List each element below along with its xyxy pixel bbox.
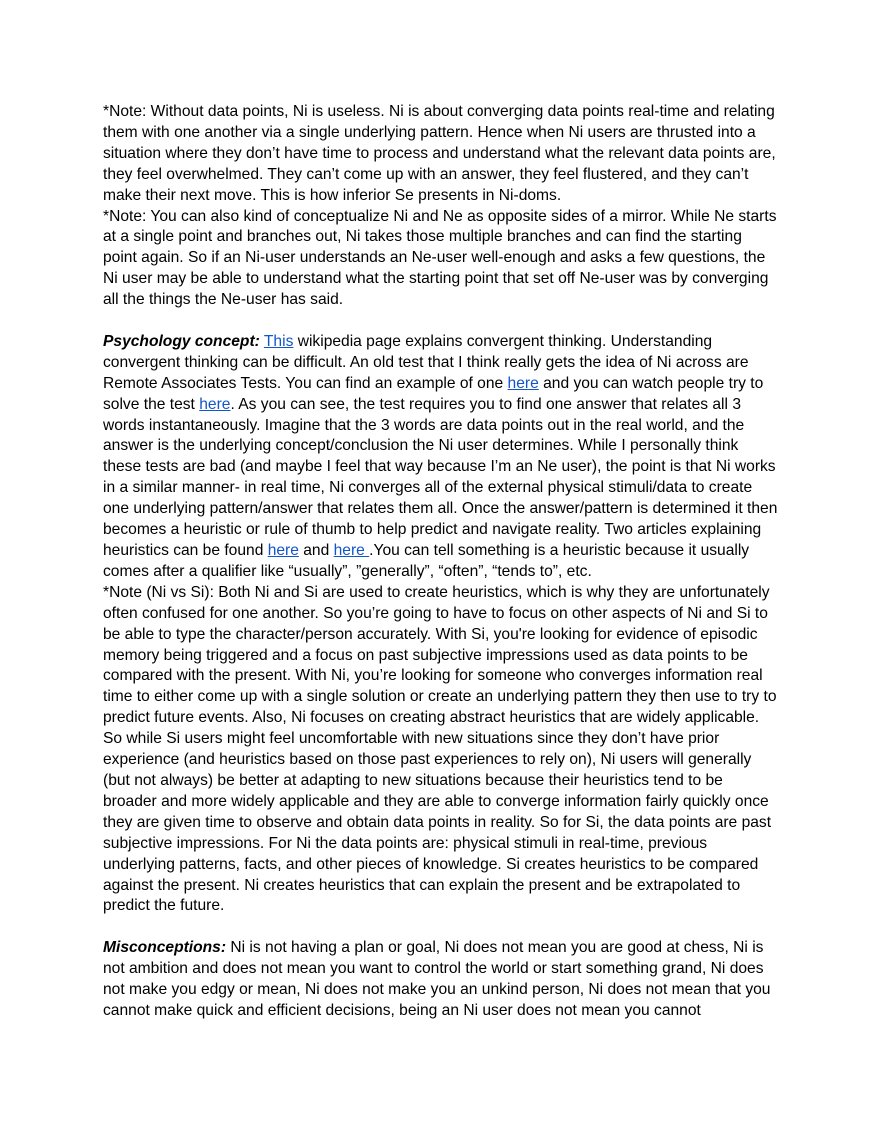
note-mirror: *Note: You can also kind of conceptualize Ni and Ne as opposite sides of a mirror. While Ne starts at a single point and branches out, Ni takes those multiple branches and can find the starting point again. So if an Ni-user understands an Ne-user well-enough and asks a few questions, the Ni user may be able to understand what the starting point that set off Ne-user was by converging all the things the Ne-user has said. — [103, 207, 777, 309]
note-ni-vs-si: *Note (Ni vs Si): Both Ni and Si are used to create heuristics, which is why they are unfortunately often confused for one another. So you’re going to have to focus on other aspects of Ni and Si to be able to type the character/person accurately. With Si, you're looking for evidence of episodic memory being triggered and a focus on past subjective impressions used as data points to be compared with the present. With Ni, you’re looking for someone who converges information real time to either come up with a single solution or create an underlying pattern they then use to try to predict future events. Also, Ni focuses on creating abstract heuristics that are widely applicable. So while Si users might feel uncomfortable with new situations since they don’t have prior experience (and heuristics based on those past experiences to rely on), Ni users will generally (but not always) be better at adapting to new situations because their heuristics tend to be broader and more widely applicable and they are able to converge information fairly quickly once they are given time to observe and obtain data points in reality. So for Si, the data points are past subjective impressions. For Ni the data points are: physical stimuli in real-time, previous underlying patterns, facts, and other pieces of knowledge. Si creates heuristics to be compared against the present. Ni creates heuristics that can explain the present and be extrapolated to predict the future. — [103, 583, 777, 915]
psychology-text-4: and — [298, 542, 334, 560]
psychology-text-5: .You can tell something is a heuristic because it usually comes after a qualifier like “usually”, ”generally”, “often”, “tends to”, etc. — [103, 542, 750, 580]
misconceptions-body: Ni is not having a plan or goal, Ni does not mean you are good at chess, Ni is not ambition and does not mean you want to control the world or start something grand, Ni does not make you edgy or mean, Ni does not make you an unkind person, Ni does not mean that you cannot make quick and efficient decisions, being an Ni user does not mean you cannot — [103, 939, 771, 1019]
psychology-text-1: wikipedia page explains convergent thinking. Understanding convergent thinking can be difficult. An old test that I think really gets the idea of Ni across are Remote Associates Tests. You can find an example of one — [103, 332, 749, 392]
psychology-text-3: . As you can see, the test requires you to find one answer that relates all 3 words instantaneously. Imagine that the 3 words are data points out in the real world, and the answer is the underlying concept/conclusion the Ni user determines. While I personally think these tests are bad (and maybe I feel that way because I’m an Ne user), the point is that Ni works in a similar manner- in real time, Ni converges all of the external physical stimuli/data to create one underlying pattern/answer that relates them all. Once the answer/pattern is determined it then becomes a heuristic or rule of thumb to help predict and navigate reality. Two articles explaining heuristics can be found — [103, 395, 778, 560]
here-link-example[interactable]: here — [507, 374, 539, 392]
note-without-data-points: *Note: Without data points, Ni is useless. Ni is about converging data points real-time and relating them with one another via a single underlying pattern. Hence when Ni users are thrusted into a situation where they don’t have time to process and understand what the relevant data points are, they feel overwhelmed. They can’t come up with an answer, they feel flustered, and they can’t make their next move. This is how inferior Se presents in Ni-doms. — [103, 103, 776, 204]
paragraph-gap — [103, 311, 779, 332]
psychology-text-2: and you can watch people try to solve the test — [103, 374, 764, 413]
paragraph-gap — [103, 917, 779, 938]
psychology-concept-paragraph — [103, 332, 779, 583]
misconceptions-paragraph — [103, 938, 779, 1022]
misconceptions-heading: Misconceptions: — [103, 939, 227, 957]
this-link[interactable]: This — [263, 332, 294, 350]
here-link-article-1[interactable]: here — [267, 542, 299, 560]
psychology-concept-heading: Psychology concept: — [103, 332, 260, 350]
document-page — [103, 102, 779, 1022]
here-link-article-2[interactable]: here — [333, 542, 370, 560]
here-link-watch[interactable]: here — [199, 395, 231, 413]
